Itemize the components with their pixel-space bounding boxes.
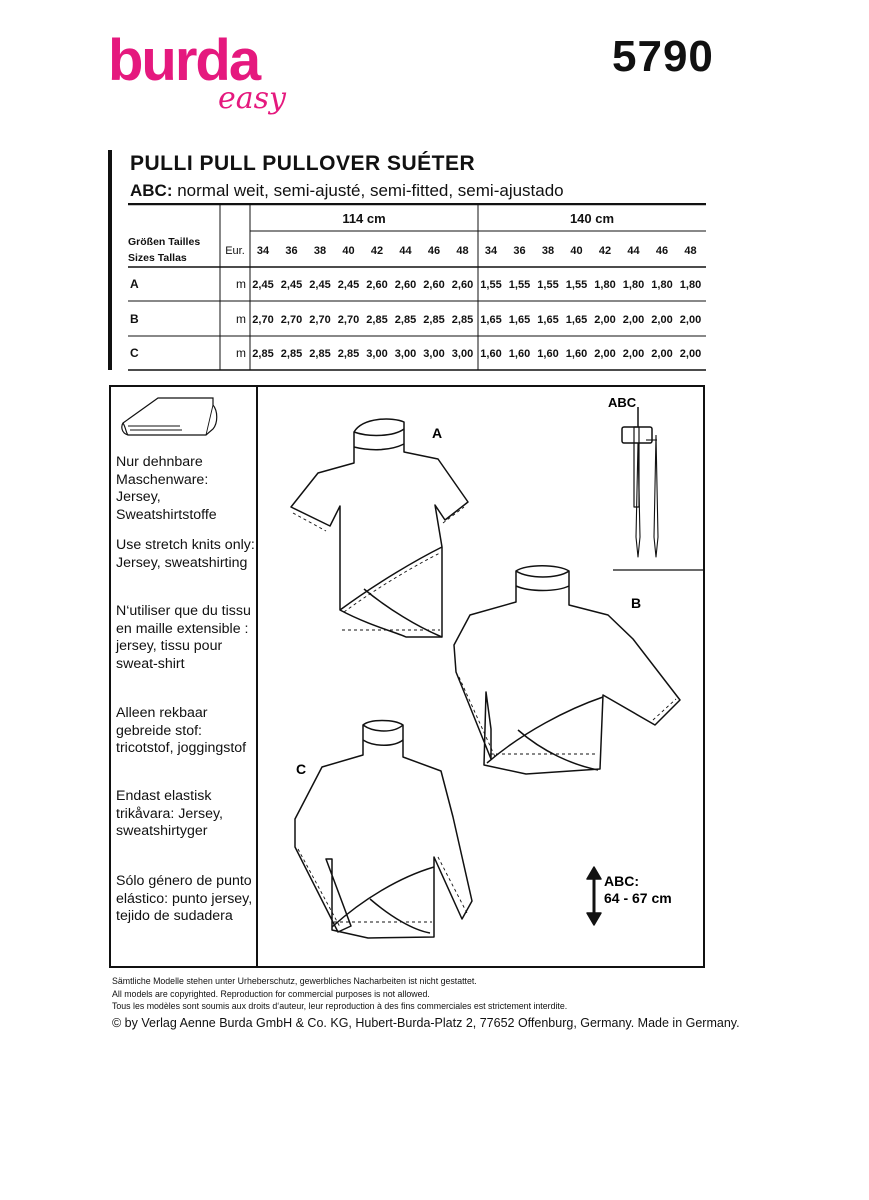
yardage-cell-114: 2,85 [252,348,274,360]
yardage-cell-140: 1,80 [594,279,616,291]
size-header-114: 36 [285,245,298,257]
size-header-114: 44 [399,245,412,257]
yardage-cell-140: 2,00 [651,314,673,326]
fabric-note [116,705,256,758]
length-label: ABC: [604,873,639,889]
yardage-cell-140: 1,65 [508,314,531,326]
yardage-cell-114: 2,70 [337,314,360,326]
yardage-cell-114: 3,00 [423,348,445,360]
yardage-cell-140: 2,00 [594,314,616,326]
length-value: 64 - 67 cm [604,890,672,906]
size-header-140: 40 [570,245,583,257]
logo-easy: easy [218,81,286,116]
fabric-note [116,603,256,673]
view-a-drawing [291,419,468,637]
size-header-140: 34 [484,245,498,257]
yardage-cell-140: 2,00 [679,348,702,360]
fine-print-line: Sämtliche Modelle stehen unter Urheberschutz, gewerbliches Nacharbeiten ist nicht gestattet. [112,976,477,986]
yardage-cell-114: 2,85 [451,314,474,326]
fine-print-line: Tous les modèles sont soumis aux droits d‘auteur, leur reproduction à des fins commerciales est strictement interdite. [112,1001,568,1011]
yardage-cell-114: 3,00 [451,348,474,360]
view-c-label: C [296,761,307,777]
fabric-note-line: Maschenware: Jersey, [116,471,209,505]
yardage-cell-140: 1,65 [565,314,588,326]
fit-label: ABC: [130,181,173,200]
twin-needle-icon [622,407,658,557]
garment-drawings [258,387,704,966]
size-header-140: 44 [627,245,640,257]
fabric-bolt-icon [118,393,248,443]
yardage-cell-114: 2,45 [252,279,274,291]
size-header-114: 42 [370,245,384,257]
yardage-cell-140: 1,55 [565,279,588,291]
yardage-cell-140: 1,80 [651,279,673,291]
eur-header: Eur. [225,245,245,257]
fabric-note-line: tejido de sudadera [116,908,233,924]
fabric-note-line: Endast elastisk [116,788,212,804]
yardage-cell-140: 1,65 [480,314,502,326]
yardage-cell-114: 2,85 [423,314,445,326]
copyright: © by Verlag Aenne Burda GmbH & Co. KG, Hubert-Burda-Platz 2, 77652 Offenburg, Germany. Made in Germany. [112,1016,740,1030]
yardage-cell-140: 1,80 [679,279,702,291]
fabric-note-line: tricotstof, joggingstof [116,740,247,756]
yardage-cell-114: 2,70 [252,314,274,326]
yardage-table-grid [128,203,706,371]
fabric-note-line: Nur dehnbare [116,454,203,470]
pattern-number: 5790 [612,32,714,81]
needle-label: ABC [608,395,637,410]
fabric-note-line: Jersey, sweatshirting [116,554,248,571]
sizes-header-en-es: Sizes Tallas [128,252,187,264]
yardage-cell-140: 1,65 [537,314,559,326]
yardage-cell-114: 2,60 [366,279,388,291]
yardage-cell-114: 2,85 [394,314,417,326]
yardage-cell-140: 2,00 [594,348,616,360]
yardage-cell-140: 1,60 [508,348,531,360]
view-a-label: A [432,425,443,441]
view-c-drawing [295,721,472,939]
view-b-label: B [631,595,642,611]
yardage-cell-140: 2,00 [651,348,673,360]
yardage-cell-140: 1,55 [537,279,559,291]
yardage-cell-140: 2,00 [622,314,645,326]
length-arrow-icon [587,867,601,925]
yardage-cell-114: 2,45 [309,279,331,291]
fine-print-line: All models are copyrighted. Reproduction for commercial purposes is not allowed. [112,988,430,999]
size-header-140: 36 [513,245,526,257]
yardage-cell-140: 1,55 [480,279,502,291]
size-header-114: 46 [427,245,441,257]
yardage-cell-114: 2,85 [309,348,331,360]
fabric-note [116,788,256,841]
view-b-drawing [454,566,680,774]
fabric-note [116,454,256,524]
yardage-table [128,203,706,371]
fit-description [130,181,564,201]
title-bar [108,150,112,370]
fabric-note-line: en maille extensible : [116,620,249,637]
fabric-note-line: gebreide stof: [116,722,202,739]
yardage-cell-140: 1,55 [508,279,531,291]
sizes-header-de-fr: Größen Tailles [128,236,201,248]
size-header-114: 48 [456,245,469,257]
fabric-note-line: Sweatshirtstoffe [116,506,217,523]
yardage-cell-114: 2,85 [280,348,303,360]
fabric-note-line: trikåvara: Jersey, [116,805,223,822]
width-header-114: 114 cm [342,211,386,226]
fabric-note [116,537,256,572]
size-header-114: 38 [313,245,327,257]
yardage-cell-114: 2,70 [309,314,331,326]
burda-easy-logo [108,28,308,123]
size-header-114: 34 [256,245,270,257]
fabric-note-line: jersey, tissu pour [116,638,223,654]
yardage-cell-114: 2,70 [280,314,303,326]
fabric-note [116,873,256,926]
yardage-cell-140: 1,60 [565,348,588,360]
yardage-cell-114: 2,85 [366,314,388,326]
yardage-cell-114: 3,00 [366,348,388,360]
row-unit: m [236,277,246,291]
yardage-cell-140: 1,60 [537,348,559,360]
fabric-note-line: Use stretch knits only: [116,537,255,553]
row-unit: m [236,346,246,360]
yardage-cell-114: 2,60 [423,279,445,291]
yardage-cell-114: 2,60 [394,279,417,291]
size-header-140: 48 [684,245,697,257]
fabric-note-line: sweat-shirt [116,655,185,672]
logo-wordmark: burda [108,28,260,93]
yardage-cell-114: 2,45 [280,279,303,291]
row-view-label: C [130,346,139,360]
size-header-140: 42 [598,245,612,257]
yardage-cell-114: 3,00 [394,348,417,360]
row-view-label: B [130,312,139,326]
yardage-cell-140: 2,00 [679,314,702,326]
yardage-cell-140: 1,80 [622,279,645,291]
yardage-cell-140: 1,60 [480,348,502,360]
fabric-note-line: sweatshirtyger [116,823,208,839]
size-header-140: 46 [655,245,669,257]
garment-title: PULLI PULL PULLOVER SUÉTER [130,152,476,175]
fabric-note-line: Sólo género de punto [116,873,252,889]
fine-print [112,975,567,1013]
fit-text: normal weit, semi-ajusté, semi-fitted, semi-ajustado [172,181,564,200]
size-header-140: 38 [541,245,555,257]
row-unit: m [236,312,246,326]
row-view-label: A [130,277,139,291]
size-header-114: 40 [342,245,355,257]
yardage-cell-114: 2,60 [451,279,474,291]
width-header-140: 140 cm [569,211,615,226]
fabric-note-line: elástico: punto jersey, [116,890,253,907]
yardage-cell-114: 2,85 [337,348,360,360]
fabric-note-line: Alleen rekbaar [116,705,208,721]
fabric-note-line: N‘utiliser que du tissu [116,603,251,619]
yardage-cell-140: 2,00 [622,348,645,360]
yardage-cell-114: 2,45 [337,279,360,291]
